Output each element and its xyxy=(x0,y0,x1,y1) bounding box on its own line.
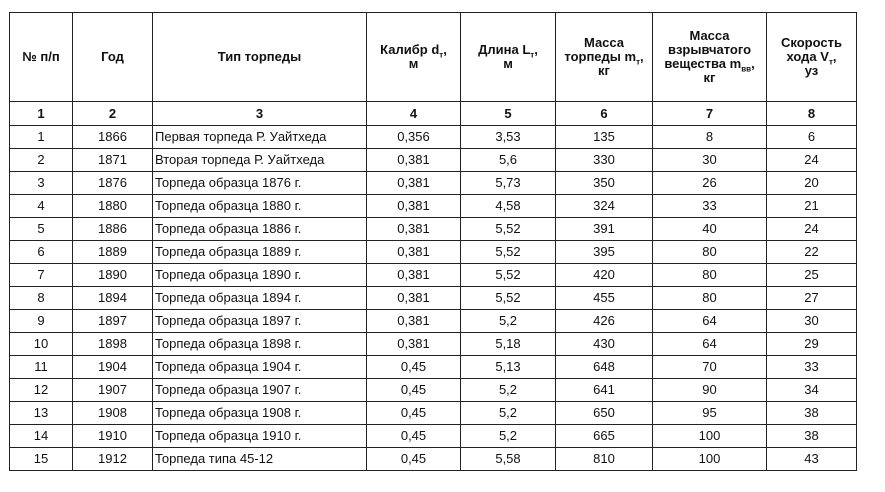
table-row xyxy=(10,172,857,195)
header-speed: Скорость хода $V_т$, уз xyxy=(767,13,857,102)
cell-caliber: 0,381 xyxy=(367,264,461,287)
cell-length: 5,6 xyxy=(461,149,556,172)
cell-explosive: 90 xyxy=(653,379,767,402)
cell-num: 6 xyxy=(10,241,73,264)
cell-year: 1890 xyxy=(73,264,153,287)
cell-year: 1904 xyxy=(73,356,153,379)
cell-type: Торпеда образца 1876 г. xyxy=(153,172,367,195)
cell-length: 5,52 xyxy=(461,218,556,241)
column-number: 4 xyxy=(367,102,461,126)
cell-num: 4 xyxy=(10,195,73,218)
cell-num: 3 xyxy=(10,172,73,195)
cell-num: 13 xyxy=(10,402,73,425)
cell-caliber: 0,45 xyxy=(367,425,461,448)
cell-speed: 30 xyxy=(767,310,857,333)
cell-type: Торпеда образца 1886 г. xyxy=(153,218,367,241)
table-body xyxy=(10,126,857,471)
cell-speed: 27 xyxy=(767,287,857,310)
cell-speed: 34 xyxy=(767,379,857,402)
cell-explosive: 95 xyxy=(653,402,767,425)
cell-caliber: 0,45 xyxy=(367,402,461,425)
cell-year: 1912 xyxy=(73,448,153,471)
cell-length: 4,58 xyxy=(461,195,556,218)
cell-year: 1889 xyxy=(73,241,153,264)
cell-type: Торпеда образца 1890 г. xyxy=(153,264,367,287)
cell-length: 3,53 xyxy=(461,126,556,149)
cell-speed: 38 xyxy=(767,402,857,425)
cell-caliber: 0,381 xyxy=(367,241,461,264)
cell-length: 5,58 xyxy=(461,448,556,471)
cell-speed: 24 xyxy=(767,218,857,241)
cell-length: 5,52 xyxy=(461,287,556,310)
cell-caliber: 0,381 xyxy=(367,333,461,356)
cell-speed: 22 xyxy=(767,241,857,264)
cell-mass: 430 xyxy=(556,333,653,356)
cell-year: 1876 xyxy=(73,172,153,195)
torpedo-table-container xyxy=(9,12,857,471)
cell-mass: 650 xyxy=(556,402,653,425)
cell-type: Торпеда образца 1880 г. xyxy=(153,195,367,218)
cell-speed: 6 xyxy=(767,126,857,149)
cell-mass: 420 xyxy=(556,264,653,287)
cell-year: 1907 xyxy=(73,379,153,402)
table-row xyxy=(10,126,857,149)
cell-explosive: 33 xyxy=(653,195,767,218)
cell-explosive: 8 xyxy=(653,126,767,149)
table-row xyxy=(10,149,857,172)
header-num: № п/п xyxy=(10,13,73,102)
cell-num: 2 xyxy=(10,149,73,172)
table-row xyxy=(10,425,857,448)
cell-caliber: 0,381 xyxy=(367,149,461,172)
cell-year: 1886 xyxy=(73,218,153,241)
cell-mass: 391 xyxy=(556,218,653,241)
torpedo-table xyxy=(9,12,857,471)
cell-length: 5,52 xyxy=(461,264,556,287)
cell-year: 1897 xyxy=(73,310,153,333)
cell-type: Торпеда образца 1904 г. xyxy=(153,356,367,379)
cell-year: 1871 xyxy=(73,149,153,172)
cell-length: 5,18 xyxy=(461,333,556,356)
cell-speed: 38 xyxy=(767,425,857,448)
cell-caliber: 0,381 xyxy=(367,287,461,310)
cell-length: 5,73 xyxy=(461,172,556,195)
cell-num: 14 xyxy=(10,425,73,448)
cell-speed: 33 xyxy=(767,356,857,379)
cell-length: 5,2 xyxy=(461,402,556,425)
cell-length: 5,2 xyxy=(461,379,556,402)
cell-explosive: 64 xyxy=(653,310,767,333)
header-mass: Масса торпеды $m_т$, кг xyxy=(556,13,653,102)
cell-type: Первая торпеда Р. Уайтхеда xyxy=(153,126,367,149)
cell-caliber: 0,45 xyxy=(367,379,461,402)
cell-year: 1880 xyxy=(73,195,153,218)
table-row xyxy=(10,287,857,310)
cell-num: 11 xyxy=(10,356,73,379)
column-number: 7 xyxy=(653,102,767,126)
cell-caliber: 0,381 xyxy=(367,195,461,218)
cell-explosive: 100 xyxy=(653,425,767,448)
header-explosive: Масса взрывчатого вещества $m_{вв}$, кг xyxy=(653,13,767,102)
cell-type: Вторая торпеда Р. Уайтхеда xyxy=(153,149,367,172)
cell-year: 1908 xyxy=(73,402,153,425)
column-number: 8 xyxy=(767,102,857,126)
cell-speed: 20 xyxy=(767,172,857,195)
cell-explosive: 80 xyxy=(653,264,767,287)
cell-mass: 135 xyxy=(556,126,653,149)
cell-mass: 330 xyxy=(556,149,653,172)
cell-caliber: 0,381 xyxy=(367,310,461,333)
table-row xyxy=(10,356,857,379)
cell-caliber: 0,45 xyxy=(367,356,461,379)
cell-mass: 455 xyxy=(556,287,653,310)
cell-mass: 665 xyxy=(556,425,653,448)
cell-speed: 43 xyxy=(767,448,857,471)
cell-mass: 426 xyxy=(556,310,653,333)
cell-caliber: 0,381 xyxy=(367,172,461,195)
cell-year: 1898 xyxy=(73,333,153,356)
cell-mass: 395 xyxy=(556,241,653,264)
cell-type: Торпеда типа 45-12 xyxy=(153,448,367,471)
header-length: Длина $L_т$, м xyxy=(461,13,556,102)
table-row xyxy=(10,379,857,402)
cell-type: Торпеда образца 1910 г. xyxy=(153,425,367,448)
cell-length: 5,2 xyxy=(461,310,556,333)
cell-type: Торпеда образца 1894 г. xyxy=(153,287,367,310)
cell-year: 1910 xyxy=(73,425,153,448)
header-type: Тип торпеды xyxy=(153,13,367,102)
cell-length: 5,52 xyxy=(461,241,556,264)
cell-explosive: 80 xyxy=(653,287,767,310)
cell-num: 5 xyxy=(10,218,73,241)
cell-mass: 810 xyxy=(556,448,653,471)
cell-mass: 648 xyxy=(556,356,653,379)
cell-year: 1866 xyxy=(73,126,153,149)
cell-num: 9 xyxy=(10,310,73,333)
column-number: 5 xyxy=(461,102,556,126)
cell-mass: 350 xyxy=(556,172,653,195)
cell-speed: 25 xyxy=(767,264,857,287)
cell-explosive: 80 xyxy=(653,241,767,264)
cell-num: 12 xyxy=(10,379,73,402)
table-row xyxy=(10,310,857,333)
cell-speed: 29 xyxy=(767,333,857,356)
table-row xyxy=(10,402,857,425)
cell-type: Торпеда образца 1908 г. xyxy=(153,402,367,425)
table-row xyxy=(10,195,857,218)
cell-num: 1 xyxy=(10,126,73,149)
header-year: Год xyxy=(73,13,153,102)
header-caliber: Калибр $d_т$, м xyxy=(367,13,461,102)
cell-type: Торпеда образца 1897 г. xyxy=(153,310,367,333)
table-row xyxy=(10,448,857,471)
cell-explosive: 40 xyxy=(653,218,767,241)
cell-mass: 641 xyxy=(556,379,653,402)
cell-caliber: 0,356 xyxy=(367,126,461,149)
cell-length: 5,2 xyxy=(461,425,556,448)
cell-explosive: 100 xyxy=(653,448,767,471)
column-number: 6 xyxy=(556,102,653,126)
cell-type: Торпеда образца 1907 г. xyxy=(153,379,367,402)
cell-type: Торпеда образца 1898 г. xyxy=(153,333,367,356)
cell-speed: 21 xyxy=(767,195,857,218)
table-row xyxy=(10,333,857,356)
table-row xyxy=(10,264,857,287)
cell-explosive: 70 xyxy=(653,356,767,379)
cell-caliber: 0,45 xyxy=(367,448,461,471)
table-row xyxy=(10,241,857,264)
header-row xyxy=(10,13,857,102)
cell-num: 8 xyxy=(10,287,73,310)
column-number: 1 xyxy=(10,102,73,126)
cell-type: Торпеда образца 1889 г. xyxy=(153,241,367,264)
cell-speed: 24 xyxy=(767,149,857,172)
column-number-row xyxy=(10,102,857,126)
cell-explosive: 26 xyxy=(653,172,767,195)
cell-caliber: 0,381 xyxy=(367,218,461,241)
column-number: 3 xyxy=(153,102,367,126)
cell-num: 7 xyxy=(10,264,73,287)
cell-explosive: 64 xyxy=(653,333,767,356)
cell-num: 10 xyxy=(10,333,73,356)
cell-explosive: 30 xyxy=(653,149,767,172)
cell-mass: 324 xyxy=(556,195,653,218)
cell-length: 5,13 xyxy=(461,356,556,379)
column-number: 2 xyxy=(73,102,153,126)
cell-year: 1894 xyxy=(73,287,153,310)
cell-num: 15 xyxy=(10,448,73,471)
table-row xyxy=(10,218,857,241)
